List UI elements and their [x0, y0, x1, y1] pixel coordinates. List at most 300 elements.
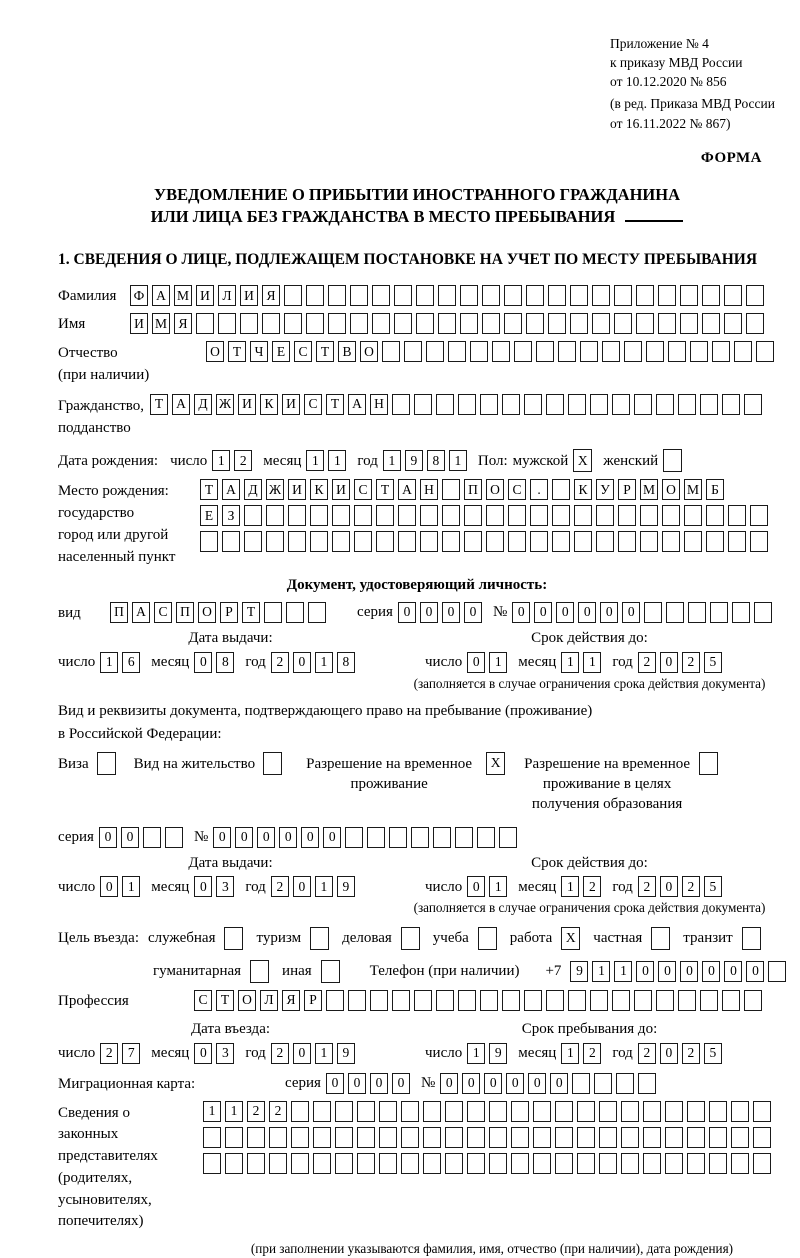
char-box[interactable]: [240, 313, 258, 334]
char-box[interactable]: [680, 313, 698, 334]
char-box[interactable]: 0: [534, 602, 552, 623]
char-box[interactable]: [514, 341, 532, 362]
char-box[interactable]: 0: [660, 652, 678, 673]
char-box[interactable]: [284, 313, 302, 334]
char-box[interactable]: 1: [489, 652, 507, 673]
char-box[interactable]: П: [176, 602, 194, 623]
char-box[interactable]: X: [573, 449, 592, 472]
char-box[interactable]: [533, 1127, 551, 1148]
char-box[interactable]: [702, 285, 720, 306]
char-box[interactable]: [420, 505, 438, 526]
char-box[interactable]: [354, 505, 372, 526]
char-box[interactable]: [288, 531, 306, 552]
char-box[interactable]: [382, 341, 400, 362]
char-box[interactable]: [376, 531, 394, 552]
char-box[interactable]: [414, 990, 432, 1011]
char-box[interactable]: [709, 1153, 727, 1174]
char-box[interactable]: [442, 479, 460, 500]
char-box[interactable]: [616, 1073, 634, 1094]
char-box[interactable]: [511, 1101, 529, 1122]
char-box[interactable]: [530, 505, 548, 526]
char-box[interactable]: 1: [583, 652, 601, 673]
char-box[interactable]: 2: [100, 1043, 118, 1064]
char-box[interactable]: [313, 1127, 331, 1148]
char-box[interactable]: 0: [323, 827, 341, 848]
char-box[interactable]: [203, 1127, 221, 1148]
char-box[interactable]: [442, 505, 460, 526]
char-box[interactable]: [218, 313, 236, 334]
char-box[interactable]: 0: [293, 652, 311, 673]
char-box[interactable]: [200, 531, 218, 552]
char-box[interactable]: [328, 313, 346, 334]
char-box[interactable]: У: [596, 479, 614, 500]
char-box[interactable]: 2: [682, 876, 700, 897]
char-box[interactable]: [492, 341, 510, 362]
char-box[interactable]: [345, 827, 363, 848]
char-box[interactable]: [750, 505, 768, 526]
char-box[interactable]: [728, 505, 746, 526]
char-box[interactable]: 0: [235, 827, 253, 848]
char-box[interactable]: Р: [618, 479, 636, 500]
char-box[interactable]: [499, 827, 517, 848]
char-box[interactable]: 0: [746, 961, 764, 982]
char-box[interactable]: [423, 1101, 441, 1122]
char-box[interactable]: [448, 341, 466, 362]
char-box[interactable]: [445, 1101, 463, 1122]
char-box[interactable]: 1: [212, 450, 230, 471]
char-box[interactable]: [596, 531, 614, 552]
char-box[interactable]: Т: [200, 479, 218, 500]
char-box[interactable]: [203, 1153, 221, 1174]
char-box[interactable]: [524, 394, 542, 415]
char-box[interactable]: [526, 285, 544, 306]
char-box[interactable]: 5: [704, 1043, 722, 1064]
char-box[interactable]: [392, 394, 410, 415]
char-box[interactable]: [467, 1127, 485, 1148]
char-box[interactable]: 0: [680, 961, 698, 982]
char-box[interactable]: [722, 394, 740, 415]
char-box[interactable]: 0: [398, 602, 416, 623]
char-box[interactable]: [480, 990, 498, 1011]
char-box[interactable]: [401, 1153, 419, 1174]
char-box[interactable]: 0: [467, 876, 485, 897]
char-box[interactable]: [404, 341, 422, 362]
char-box[interactable]: [379, 1127, 397, 1148]
char-box[interactable]: 1: [449, 450, 467, 471]
char-box[interactable]: [555, 1101, 573, 1122]
char-box[interactable]: 2: [271, 876, 289, 897]
char-box[interactable]: [335, 1153, 353, 1174]
char-box[interactable]: [552, 479, 570, 500]
char-box[interactable]: [225, 1127, 243, 1148]
char-box[interactable]: [710, 602, 728, 623]
char-box[interactable]: [699, 752, 718, 775]
char-box[interactable]: [658, 285, 676, 306]
char-box[interactable]: [546, 394, 564, 415]
char-box[interactable]: 0: [636, 961, 654, 982]
char-box[interactable]: [367, 827, 385, 848]
char-box[interactable]: 0: [484, 1073, 502, 1094]
char-box[interactable]: 0: [392, 1073, 410, 1094]
char-box[interactable]: К: [310, 479, 328, 500]
char-box[interactable]: Р: [304, 990, 322, 1011]
char-box[interactable]: В: [338, 341, 356, 362]
char-box[interactable]: [478, 927, 497, 950]
char-box[interactable]: [426, 341, 444, 362]
char-box[interactable]: [700, 394, 718, 415]
char-box[interactable]: Я: [262, 285, 280, 306]
char-box[interactable]: [533, 1153, 551, 1174]
char-box[interactable]: [643, 1101, 661, 1122]
char-box[interactable]: Т: [228, 341, 246, 362]
char-box[interactable]: Т: [326, 394, 344, 415]
char-box[interactable]: П: [464, 479, 482, 500]
char-box[interactable]: [284, 285, 302, 306]
char-box[interactable]: [224, 927, 243, 950]
char-box[interactable]: 2: [247, 1101, 265, 1122]
char-box[interactable]: [702, 313, 720, 334]
char-box[interactable]: [438, 313, 456, 334]
char-box[interactable]: [687, 1127, 705, 1148]
char-box[interactable]: 2: [682, 1043, 700, 1064]
char-box[interactable]: 1: [315, 876, 333, 897]
char-box[interactable]: 9: [337, 876, 355, 897]
char-box[interactable]: 0: [578, 602, 596, 623]
char-box[interactable]: [436, 394, 454, 415]
char-box[interactable]: [225, 1153, 243, 1174]
char-box[interactable]: [508, 531, 526, 552]
char-box[interactable]: [666, 602, 684, 623]
char-box[interactable]: 2: [583, 876, 601, 897]
char-box[interactable]: 8: [337, 652, 355, 673]
char-box[interactable]: [310, 531, 328, 552]
char-box[interactable]: [568, 990, 586, 1011]
char-box[interactable]: Д: [244, 479, 262, 500]
char-box[interactable]: [643, 1127, 661, 1148]
char-box[interactable]: [350, 313, 368, 334]
char-box[interactable]: [552, 531, 570, 552]
char-box[interactable]: [511, 1153, 529, 1174]
char-box[interactable]: 2: [682, 652, 700, 673]
char-box[interactable]: [722, 990, 740, 1011]
char-box[interactable]: [489, 1101, 507, 1122]
char-box[interactable]: С: [154, 602, 172, 623]
char-box[interactable]: Б: [706, 479, 724, 500]
char-box[interactable]: [614, 313, 632, 334]
char-box[interactable]: [470, 341, 488, 362]
char-box[interactable]: [489, 1153, 507, 1174]
char-box[interactable]: Т: [376, 479, 394, 500]
char-box[interactable]: 9: [489, 1043, 507, 1064]
char-box[interactable]: [477, 827, 495, 848]
char-box[interactable]: М: [684, 479, 702, 500]
char-box[interactable]: [335, 1127, 353, 1148]
char-box[interactable]: 1: [561, 1043, 579, 1064]
char-box[interactable]: Т: [316, 341, 334, 362]
char-box[interactable]: 2: [583, 1043, 601, 1064]
char-box[interactable]: [665, 1153, 683, 1174]
char-box[interactable]: [570, 313, 588, 334]
char-box[interactable]: И: [288, 479, 306, 500]
char-box[interactable]: [706, 505, 724, 526]
char-box[interactable]: 1: [561, 876, 579, 897]
char-box[interactable]: [458, 394, 476, 415]
char-box[interactable]: 0: [370, 1073, 388, 1094]
char-box[interactable]: 8: [216, 652, 234, 673]
char-box[interactable]: 7: [122, 1043, 140, 1064]
char-box[interactable]: X: [561, 927, 580, 950]
char-box[interactable]: 1: [315, 652, 333, 673]
char-box[interactable]: [486, 505, 504, 526]
char-box[interactable]: О: [486, 479, 504, 500]
char-box[interactable]: [376, 505, 394, 526]
char-box[interactable]: [196, 313, 214, 334]
char-box[interactable]: О: [238, 990, 256, 1011]
char-box[interactable]: 0: [724, 961, 742, 982]
char-box[interactable]: 0: [702, 961, 720, 982]
char-box[interactable]: И: [130, 313, 148, 334]
char-box[interactable]: [313, 1153, 331, 1174]
char-box[interactable]: [423, 1153, 441, 1174]
char-box[interactable]: Ч: [250, 341, 268, 362]
char-box[interactable]: А: [172, 394, 190, 415]
char-box[interactable]: [222, 531, 240, 552]
char-box[interactable]: 1: [315, 1043, 333, 1064]
char-box[interactable]: 0: [462, 1073, 480, 1094]
char-box[interactable]: [143, 827, 161, 848]
char-box[interactable]: [464, 531, 482, 552]
char-box[interactable]: [638, 1073, 656, 1094]
char-box[interactable]: О: [198, 602, 216, 623]
char-box[interactable]: А: [152, 285, 170, 306]
char-box[interactable]: 0: [660, 1043, 678, 1064]
char-box[interactable]: [662, 531, 680, 552]
char-box[interactable]: [97, 752, 116, 775]
char-box[interactable]: [640, 531, 658, 552]
char-box[interactable]: [423, 1127, 441, 1148]
char-box[interactable]: [379, 1101, 397, 1122]
char-box[interactable]: [688, 602, 706, 623]
char-box[interactable]: С: [508, 479, 526, 500]
char-box[interactable]: [350, 285, 368, 306]
char-box[interactable]: [420, 531, 438, 552]
char-box[interactable]: [416, 313, 434, 334]
char-box[interactable]: [768, 961, 786, 982]
char-box[interactable]: [706, 531, 724, 552]
char-box[interactable]: И: [238, 394, 256, 415]
char-box[interactable]: С: [304, 394, 322, 415]
char-box[interactable]: [753, 1127, 771, 1148]
char-box[interactable]: [467, 1101, 485, 1122]
char-box[interactable]: [658, 313, 676, 334]
char-box[interactable]: [572, 1073, 590, 1094]
char-box[interactable]: [750, 531, 768, 552]
char-box[interactable]: [269, 1127, 287, 1148]
char-box[interactable]: И: [240, 285, 258, 306]
char-box[interactable]: 0: [348, 1073, 366, 1094]
char-box[interactable]: [244, 505, 262, 526]
char-box[interactable]: [445, 1127, 463, 1148]
char-box[interactable]: И: [196, 285, 214, 306]
char-box[interactable]: [712, 341, 730, 362]
char-box[interactable]: [504, 313, 522, 334]
char-box[interactable]: [656, 394, 674, 415]
char-box[interactable]: [700, 990, 718, 1011]
char-box[interactable]: К: [260, 394, 278, 415]
char-box[interactable]: [678, 990, 696, 1011]
char-box[interactable]: 0: [660, 876, 678, 897]
char-box[interactable]: [357, 1153, 375, 1174]
char-box[interactable]: [348, 990, 366, 1011]
char-box[interactable]: Я: [282, 990, 300, 1011]
char-box[interactable]: 0: [658, 961, 676, 982]
char-box[interactable]: [577, 1127, 595, 1148]
char-box[interactable]: 5: [704, 652, 722, 673]
char-box[interactable]: [568, 394, 586, 415]
char-box[interactable]: 1: [203, 1101, 221, 1122]
char-box[interactable]: [263, 752, 282, 775]
char-box[interactable]: [709, 1127, 727, 1148]
char-box[interactable]: 0: [293, 1043, 311, 1064]
char-box[interactable]: Р: [220, 602, 238, 623]
char-box[interactable]: 1: [467, 1043, 485, 1064]
char-box[interactable]: [663, 449, 682, 472]
char-box[interactable]: 0: [326, 1073, 344, 1094]
char-box[interactable]: 0: [440, 1073, 458, 1094]
char-box[interactable]: [668, 341, 686, 362]
char-box[interactable]: 0: [464, 602, 482, 623]
char-box[interactable]: [394, 285, 412, 306]
char-box[interactable]: К: [574, 479, 592, 500]
char-box[interactable]: [401, 1127, 419, 1148]
char-box[interactable]: [618, 505, 636, 526]
char-box[interactable]: [526, 313, 544, 334]
char-box[interactable]: [558, 341, 576, 362]
char-box[interactable]: Е: [200, 505, 218, 526]
char-box[interactable]: [332, 505, 350, 526]
char-box[interactable]: [756, 341, 774, 362]
char-box[interactable]: [621, 1153, 639, 1174]
char-box[interactable]: З: [222, 505, 240, 526]
char-box[interactable]: 5: [704, 876, 722, 897]
char-box[interactable]: [640, 505, 658, 526]
char-box[interactable]: И: [282, 394, 300, 415]
char-box[interactable]: [401, 1101, 419, 1122]
char-box[interactable]: [662, 505, 680, 526]
char-box[interactable]: [574, 505, 592, 526]
char-box[interactable]: Т: [216, 990, 234, 1011]
char-box[interactable]: [379, 1153, 397, 1174]
char-box[interactable]: [414, 394, 432, 415]
char-box[interactable]: [744, 990, 762, 1011]
char-box[interactable]: [621, 1127, 639, 1148]
char-box[interactable]: [291, 1153, 309, 1174]
char-box[interactable]: [482, 313, 500, 334]
char-box[interactable]: 2: [234, 450, 252, 471]
char-box[interactable]: 0: [194, 876, 212, 897]
char-box[interactable]: [618, 531, 636, 552]
char-box[interactable]: Ф: [130, 285, 148, 306]
char-box[interactable]: 1: [122, 876, 140, 897]
char-box[interactable]: [644, 602, 662, 623]
char-box[interactable]: [577, 1153, 595, 1174]
char-box[interactable]: 2: [271, 1043, 289, 1064]
char-box[interactable]: [464, 505, 482, 526]
char-box[interactable]: [269, 1153, 287, 1174]
char-box[interactable]: [165, 827, 183, 848]
char-box[interactable]: [306, 313, 324, 334]
char-box[interactable]: [401, 927, 420, 950]
char-box[interactable]: [602, 341, 620, 362]
char-box[interactable]: [372, 313, 390, 334]
char-box[interactable]: [546, 990, 564, 1011]
char-box[interactable]: 1: [100, 652, 118, 673]
char-box[interactable]: [552, 505, 570, 526]
char-box[interactable]: [687, 1153, 705, 1174]
char-box[interactable]: 0: [556, 602, 574, 623]
char-box[interactable]: 1: [383, 450, 401, 471]
char-box[interactable]: 0: [194, 652, 212, 673]
char-box[interactable]: [247, 1127, 265, 1148]
char-box[interactable]: [438, 285, 456, 306]
char-box[interactable]: [250, 960, 269, 983]
char-box[interactable]: [731, 1153, 749, 1174]
char-box[interactable]: 0: [467, 652, 485, 673]
char-box[interactable]: [570, 285, 588, 306]
char-box[interactable]: [354, 531, 372, 552]
char-box[interactable]: [592, 313, 610, 334]
char-box[interactable]: О: [662, 479, 680, 500]
char-box[interactable]: .: [530, 479, 548, 500]
char-box[interactable]: Т: [150, 394, 168, 415]
char-box[interactable]: [458, 990, 476, 1011]
char-box[interactable]: [247, 1153, 265, 1174]
char-box[interactable]: 0: [257, 827, 275, 848]
char-box[interactable]: 1: [328, 450, 346, 471]
char-box[interactable]: М: [174, 285, 192, 306]
char-box[interactable]: [555, 1127, 573, 1148]
char-box[interactable]: [460, 285, 478, 306]
char-box[interactable]: 0: [528, 1073, 546, 1094]
char-box[interactable]: [335, 1101, 353, 1122]
char-box[interactable]: [612, 990, 630, 1011]
char-box[interactable]: [753, 1101, 771, 1122]
char-box[interactable]: М: [152, 313, 170, 334]
char-box[interactable]: [394, 313, 412, 334]
char-box[interactable]: X: [486, 752, 505, 775]
char-box[interactable]: [310, 505, 328, 526]
char-box[interactable]: [636, 285, 654, 306]
char-box[interactable]: 0: [600, 602, 618, 623]
char-box[interactable]: 0: [121, 827, 139, 848]
char-box[interactable]: 0: [301, 827, 319, 848]
char-box[interactable]: [266, 531, 284, 552]
char-box[interactable]: [690, 341, 708, 362]
char-box[interactable]: С: [294, 341, 312, 362]
char-box[interactable]: [288, 505, 306, 526]
char-box[interactable]: [433, 827, 451, 848]
char-box[interactable]: [321, 960, 340, 983]
char-box[interactable]: [502, 990, 520, 1011]
char-box[interactable]: Л: [218, 285, 236, 306]
char-box[interactable]: А: [132, 602, 150, 623]
char-box[interactable]: Н: [420, 479, 438, 500]
char-box[interactable]: 2: [271, 652, 289, 673]
char-box[interactable]: 3: [216, 1043, 234, 1064]
char-box[interactable]: [728, 531, 746, 552]
char-box[interactable]: 6: [122, 652, 140, 673]
char-box[interactable]: Я: [174, 313, 192, 334]
